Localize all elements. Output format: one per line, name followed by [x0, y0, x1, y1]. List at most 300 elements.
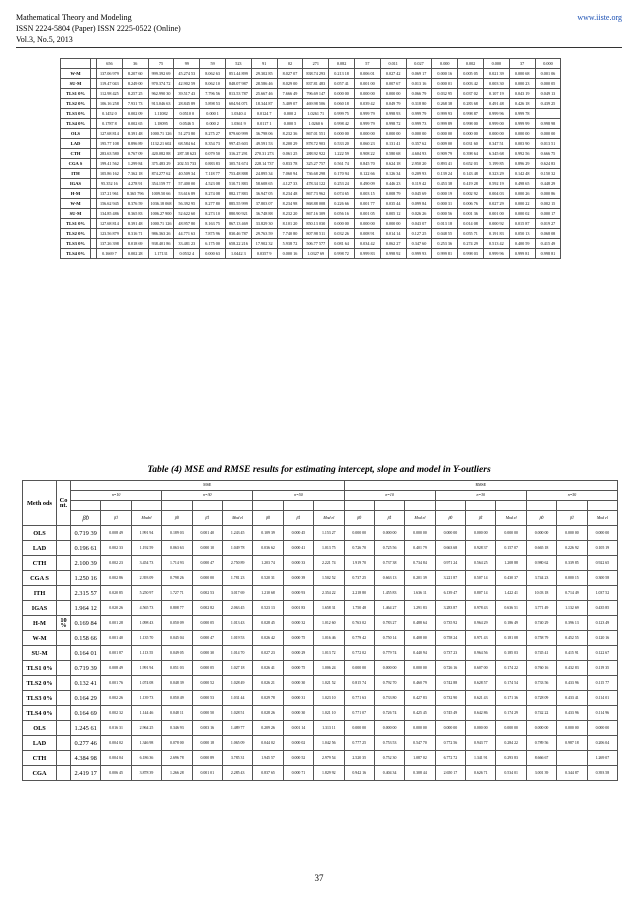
table-cell: 0.000 15: [557, 571, 587, 586]
table-cell: 1.028 51: [222, 706, 252, 721]
table-cell: 0.027 29: [483, 199, 509, 209]
table-cell: 7.060 94: [277, 169, 303, 179]
table-cell: 1.065 09: [222, 736, 252, 751]
table-cell: 837.81 483: [303, 79, 329, 89]
table-cell: 1.266 28: [162, 766, 192, 781]
table-cell: 0.150 32: [535, 169, 561, 179]
table-cell: 0.998 87: [458, 109, 484, 119]
table-row: [23, 541, 618, 556]
table-cell: 0.000 00: [405, 661, 435, 676]
table-cell: 0.000 00: [329, 89, 355, 99]
table-cell: 0.001 83: [283, 601, 313, 616]
table-row: [61, 79, 561, 89]
table-cell: 1.208 88: [496, 556, 526, 571]
table-cell: 1.964 12: [71, 601, 101, 616]
table-cell: 0.728 09: [526, 691, 556, 706]
table-cell: 0.060 18: [329, 99, 355, 109]
table-cell: 0.014 14: [380, 229, 406, 239]
table-cell: 1.17131: [148, 249, 174, 259]
table-cell: [557, 751, 587, 766]
table-cell: 3.221 87: [435, 571, 465, 586]
table-cell: 506.77 577: [303, 239, 329, 249]
table-cell: 8.273 10: [200, 209, 226, 219]
table-cell: 36.947 05: [251, 189, 277, 199]
table-row: [23, 691, 618, 706]
table-cell: 0.011: [380, 59, 406, 69]
table-cell: 0.346 93: [162, 721, 192, 736]
table-cell: n=30: [435, 491, 526, 501]
table-cell: 0.277 46: [71, 736, 101, 751]
table-cell: 0.999 00: [483, 119, 509, 129]
table-cell: 0.733 56: [526, 676, 556, 691]
table-cell: 134.85 486: [97, 209, 123, 219]
table-cell: 5.250 97: [131, 586, 161, 601]
table-cell: 33.829 30: [251, 219, 277, 229]
table-cell: 0.0532 4: [174, 249, 200, 259]
table-cell: MSE: [71, 481, 345, 491]
table-cell: 3.001 39: [526, 766, 556, 781]
table-cell: 0.185 03: [496, 646, 526, 661]
table-cell: 0.624 18: [380, 159, 406, 169]
table-cell: 127.68 814: [97, 129, 123, 139]
table-cell: 0.191 83: [483, 229, 509, 239]
table-cell: 1.0260 6: [303, 119, 329, 129]
table-cell: 0.000 16: [277, 249, 303, 259]
table-cell: ITH: [61, 169, 91, 179]
table-cell: 0.002 92: [458, 189, 484, 199]
table-cell: 0.745 49: [435, 706, 465, 721]
table-cell: 95.352 16: [97, 179, 123, 189]
table-cell: 0.000 00: [192, 571, 222, 586]
table-cell: 0.726 70: [344, 541, 374, 556]
table-cell: 1.019 53: [222, 631, 252, 646]
table-cell: 0.1452 0: [97, 109, 123, 119]
table-cell: 0.000 47: [192, 556, 222, 571]
table-cell: 1.139 73: [131, 691, 161, 706]
journal-title: Mathematical Theory and Modeling: [16, 13, 132, 22]
table-row: [61, 119, 561, 129]
table-cell: 51.273 80: [174, 129, 200, 139]
table-cell: 3.454 73: [131, 556, 161, 571]
table-cell: 0.049 13: [535, 89, 561, 99]
table-cell: n=10: [71, 491, 162, 501]
table-cell: 0.998 98: [535, 119, 561, 129]
table-cell: 880.90 921: [225, 209, 251, 219]
table-cell: 0.002 15: [535, 199, 561, 209]
table-cell: 0.742 22: [526, 706, 556, 721]
table-cell: 0.000 92: [483, 219, 509, 229]
table-cell: 0.001 05: [354, 209, 380, 219]
table-row: [23, 676, 618, 691]
table-row: [61, 169, 561, 179]
table-cell: 4.523 08: [200, 179, 226, 189]
table-cell: 1.222 59: [329, 149, 355, 159]
table-cell: 0.000 00: [354, 129, 380, 139]
table-cell: 0.624 83: [535, 159, 561, 169]
table-cell: 0.158 66: [71, 631, 101, 646]
table-cell: 0.005 12: [380, 209, 406, 219]
table-cell: 0.733 80: [374, 691, 404, 706]
table-cell: 0.000 71: [283, 766, 313, 781]
table-cell: 3.283 87: [435, 601, 465, 616]
table-cell: 0.001 00: [354, 79, 380, 89]
table-cell: 0.415 49: [535, 239, 561, 249]
table-cell: 2.520 35: [344, 751, 374, 766]
table-cell: 156.62 945: [97, 199, 123, 209]
table-cell: 0.0510 0: [174, 109, 200, 119]
table-cell: 8.391 48: [122, 219, 148, 229]
table-cell: 40.509 34: [174, 169, 200, 179]
table-cell: 0.000 00: [526, 526, 556, 541]
table-cell: 1.250 16: [71, 571, 101, 586]
table-cell: 0.060 23: [354, 139, 380, 149]
table-cell: 123.56 879: [97, 229, 123, 239]
table-cell: 0.002 86: [101, 571, 131, 586]
table-cell: 1.037 52: [587, 586, 617, 601]
table-cell: 0.019 27: [535, 219, 561, 229]
table-cell: 7.362 18: [122, 169, 148, 179]
table-cell: 0.815 74: [344, 676, 374, 691]
table-cell: 0.213 18: [329, 69, 355, 79]
table-cell: 0.036 62: [253, 541, 283, 556]
table-cell: 0.001 28: [101, 616, 131, 631]
table-cell: ITH: [23, 586, 57, 601]
table-cell: 0.000 00: [466, 721, 496, 736]
table-cell: 0.115 77: [587, 676, 617, 691]
table-cell: 0.002: [458, 59, 484, 69]
table-cell: LAD: [61, 139, 91, 149]
table-cell: 0.001 00: [483, 209, 509, 219]
table-cell: 0.1669 7: [97, 249, 123, 259]
table-cell: 1.021 52: [314, 676, 344, 691]
table-cell: 0.028 26: [253, 706, 283, 721]
table-cell: SU-M: [61, 209, 91, 219]
mse-rmse-table: [22, 480, 618, 781]
table-cell: 45.274 53: [174, 69, 200, 79]
table-cell: 0.758 24: [435, 631, 465, 646]
table-cell: [405, 501, 435, 511]
table-cell: 1132.21 602: [148, 139, 174, 149]
table-cell: 0.779 74: [374, 646, 404, 661]
table-cell: 0.048 39: [162, 676, 192, 691]
table-header-row: [23, 511, 618, 526]
table-cell: 0.000 26: [509, 189, 535, 199]
table-cell: 0.922 65: [587, 556, 617, 571]
table-cell: 0.164 29: [71, 691, 101, 706]
table-cell: 0.772 56: [435, 736, 465, 751]
table-cell: 0.737 38: [374, 556, 404, 571]
table-cell: 0.427 83: [405, 691, 435, 706]
table-cell: OLS: [61, 129, 91, 139]
table-cell: 0.000 02: [509, 209, 535, 219]
table-cell: 0.520 31: [253, 571, 283, 586]
table-cell: 0.000 10: [192, 541, 222, 556]
table-cell: 57.400 00: [174, 179, 200, 189]
table-cell: n=50: [526, 491, 617, 501]
table-cell: 0.398 64: [458, 149, 484, 159]
table-cell: 0.750 14: [374, 631, 404, 646]
table-cell: 0.000 47: [192, 631, 222, 646]
table-cell: 0.000 01: [432, 79, 458, 89]
table-row: [61, 159, 561, 169]
table-cell: 0.170 94: [329, 169, 355, 179]
table-cell: 997.45 603: [225, 139, 251, 149]
table-cell: 0.999 83: [354, 249, 380, 259]
table-cell: 119.47 043: [97, 79, 123, 89]
table-cell: W-M: [61, 199, 91, 209]
table-cell: 0.114 96: [587, 706, 617, 721]
table-cell: 0.000 45: [283, 526, 313, 541]
table-cell: 0.004 03: [483, 189, 509, 199]
table-cell: 0.026 21: [253, 676, 283, 691]
table-cell: 0.415 91: [557, 646, 587, 661]
table-cell: 1.0261 71: [303, 109, 329, 119]
table-cell: 0.000 00: [344, 661, 374, 676]
table-cell: 0.942 16: [344, 766, 374, 781]
table-cell: [61, 59, 91, 69]
table-cell: 0.308 44: [405, 766, 435, 781]
table-cell: 0.000: [483, 59, 509, 69]
table-cell: 0.171 36: [496, 691, 526, 706]
table-cell: 0.107 19: [483, 89, 509, 99]
table-cell: 0.131 41: [380, 139, 406, 149]
table-cell: 3.878 39: [131, 766, 161, 781]
table-cell: 2.285 43: [222, 766, 252, 781]
table-cell: 0.393 58: [587, 766, 617, 781]
table-cell: 0.044 02: [253, 736, 283, 751]
table-row: [23, 601, 618, 616]
table-cell: 0.999 93: [432, 109, 458, 119]
table-cell: 1.144 46: [131, 706, 161, 721]
table-cell: 0.123 49: [587, 616, 617, 631]
table-cell: β̂0: [253, 511, 283, 526]
table-cell: 7.118 77: [200, 169, 226, 179]
table-cell: 0.621 43: [466, 691, 496, 706]
table-cell: β̂1: [557, 511, 587, 526]
table-cell: 0.293 83: [496, 751, 526, 766]
table-cell: [57, 586, 71, 601]
table-cell: 0.081 64: [329, 239, 355, 249]
table-cell: 0.760 16: [526, 661, 556, 676]
table-cell: CGA S: [61, 159, 91, 169]
table-cell: 1.489 77: [222, 721, 252, 736]
table-cell: 0.079 50: [200, 149, 226, 159]
table-cell: 28.586 46: [251, 79, 277, 89]
table-cell: 0.008 49: [101, 526, 131, 541]
table-cell: 8.163 75: [200, 219, 226, 229]
table-cell: 0.000 30: [192, 646, 222, 661]
table-cell: 1000.71 126: [148, 219, 174, 229]
table-cell: 0.045 04: [162, 631, 192, 646]
table-cell: 736.68 298: [303, 169, 329, 179]
table-cell: 1.153 27: [314, 526, 344, 541]
table-cell: 878.72 903: [303, 139, 329, 149]
table-cell: 0.000 93: [283, 586, 313, 601]
page-number: 37: [314, 873, 324, 883]
table-cell: 6.772 72: [435, 751, 465, 766]
table-cell: 1.210 68: [253, 586, 283, 601]
table-cell: 0.998 03: [458, 249, 484, 259]
table-cell: 4.278 91: [122, 179, 148, 189]
table-cell: 0.580 68: [380, 149, 406, 159]
table-cell: 68.584 64: [174, 139, 200, 149]
table-cell: [587, 501, 617, 511]
table-cell: TLS1 0%: [61, 89, 91, 99]
table-cell: 3.744 23: [526, 571, 556, 586]
table-cell: 867.13 469: [225, 219, 251, 229]
table-cell: 0.971 43: [466, 631, 496, 646]
table-cell: 0.999 89: [432, 119, 458, 129]
table-cell: [222, 501, 252, 511]
table-cell: 0.126 34: [380, 169, 406, 179]
table-cell: 0.001 40: [192, 526, 222, 541]
table-cell: [57, 631, 71, 646]
table-cell: 1.087 02: [405, 751, 435, 766]
table-cell: 0.014 08: [458, 219, 484, 229]
table-cell: [57, 571, 71, 586]
table-cell: 0.737 25: [344, 571, 374, 586]
table-cell: 0.642 86: [466, 706, 496, 721]
table-cell: [57, 541, 71, 556]
table-cell: 195.77 108: [97, 139, 123, 149]
table-cell: 0.027 23: [253, 646, 283, 661]
table-cell: [57, 706, 71, 721]
table-cell: 0.726 74: [374, 706, 404, 721]
table-cell: 0.318 80: [406, 99, 432, 109]
table-cell: n=10: [344, 491, 435, 501]
table-cell: 8.249 00: [122, 79, 148, 89]
table-row: [23, 571, 618, 586]
table-cell: 813.53 787: [225, 89, 251, 99]
table-cell: β̂1: [101, 511, 131, 526]
table-cell: 0.119 35: [587, 661, 617, 676]
table-cell: 0.300 58: [587, 571, 617, 586]
table-cell: 2.419 17: [71, 766, 101, 781]
table-cell: 1.919 70: [344, 556, 374, 571]
table-cell: 0.029 78: [253, 691, 283, 706]
journal-url[interactable]: www.iiste.org: [577, 13, 622, 22]
table-cell: 37: [509, 59, 535, 69]
table-cell: 1.11082: [148, 109, 174, 119]
table-cell: 0.999 73: [406, 119, 432, 129]
table-cell: 0.000 50: [192, 706, 222, 721]
table-cell: 658.22 216: [225, 239, 251, 249]
table-cell: 0.798 26: [162, 571, 192, 586]
table-cell: 0.439 25: [535, 99, 561, 109]
table-cell: 8.101 20: [277, 219, 303, 229]
table-cell: 0.507 14: [466, 571, 496, 586]
table-cell: 0.000: [432, 59, 458, 69]
table-cell: 0.344 87: [557, 766, 587, 781]
table-cell: 48.957 80: [174, 219, 200, 229]
table-cell: 1.027 18: [222, 661, 252, 676]
table-cell: 0.026 26: [406, 209, 432, 219]
table-cell: 0.082: [329, 59, 355, 69]
table-cell: 0.139 24: [432, 169, 458, 179]
table-cell: 36.798 06: [251, 129, 277, 139]
table-cell: [57, 556, 71, 571]
table-cell: 0.999 79: [354, 109, 380, 119]
table-cell: 228.14 737: [251, 159, 277, 169]
table-cell: 0.663 68: [435, 541, 465, 556]
table-cell: 325.27 757: [303, 159, 329, 169]
table-cell: 0.845 70: [354, 159, 380, 169]
table-cell: 0.034 42: [354, 239, 380, 249]
table-cell: 0.000 00: [405, 526, 435, 541]
table-cell: 287.38 623: [174, 149, 200, 159]
table-cell: SU-M: [61, 79, 91, 89]
table-cell: 0.001 87: [101, 646, 131, 661]
table-cell: 8.277 80: [200, 199, 226, 209]
table-cell: 0.164 69: [71, 706, 101, 721]
table-cell: CTH: [23, 751, 57, 766]
table-cell: CGA: [23, 766, 57, 781]
table-cell: 7.740 80: [277, 229, 303, 239]
table-cell: 0.004 04: [101, 751, 131, 766]
table-cell: 0.043 07: [406, 219, 432, 229]
table-cell: 0.607 00: [466, 661, 496, 676]
table-cell: Mod el: [405, 511, 435, 526]
table-cell: 0.000 68: [509, 69, 535, 79]
table-cell: 24.895 34: [251, 169, 277, 179]
table-row: [61, 69, 561, 79]
table-cell: 57: [354, 59, 380, 69]
table-cell: β̂0: [526, 511, 556, 526]
table-row: [23, 751, 618, 766]
table-cell: 0.000 00: [344, 526, 374, 541]
table-cell: CTH: [23, 556, 57, 571]
table-cell: 807.98 511: [303, 229, 329, 239]
table-cell: 0.000 05: [535, 79, 561, 89]
table-cell: 42.902 59: [174, 79, 200, 89]
table-cell: 0.000 39: [283, 571, 313, 586]
table-cell: 0.063 63: [162, 541, 192, 556]
table-cell: 874.277 62: [148, 169, 174, 179]
table-cell: 1.455 83: [374, 586, 404, 601]
table-cell: 0.122 67: [587, 646, 617, 661]
table-cell: Meth ods: [23, 481, 57, 526]
table-cell: 938.401 86: [148, 239, 174, 249]
table-cell: 2.964 25: [131, 721, 161, 736]
table-cell: 7.931 73: [122, 99, 148, 109]
table-cell: 288.92 922: [303, 149, 329, 159]
table-cell: 0.003 42: [458, 79, 484, 89]
table-cell: 0.978 43: [466, 601, 496, 616]
table-cell: 1006.27 900: [148, 209, 174, 219]
table-cell: 0.758 79: [526, 631, 556, 646]
table-cell: 271: [303, 59, 329, 69]
table-cell: 0.174 29: [496, 706, 526, 721]
table-cell: n=30: [162, 491, 253, 501]
table-cell: 8.232 36: [277, 129, 303, 139]
table-cell: 8.666 67: [526, 751, 556, 766]
table-cell: 0.446 23: [380, 179, 406, 189]
table-cell: CGA S: [23, 571, 57, 586]
table-cell: 0.726 16: [435, 661, 465, 676]
table-cell: 868.88 008: [303, 199, 329, 209]
table-cell: 0.779 42: [344, 631, 374, 646]
table-cell: 0.045 69: [406, 189, 432, 199]
table-cell: 6.175 00: [200, 239, 226, 249]
table-cell: 867.01 551: [303, 129, 329, 139]
table-cell: 199.41 562: [97, 159, 123, 169]
table-cell: 37.803 07: [251, 199, 277, 209]
table-cell: [435, 501, 465, 511]
table-row: [23, 616, 618, 631]
table-row: [23, 646, 618, 661]
table-cell: 0.000 00: [374, 721, 404, 736]
table-cell: 0.189 03: [162, 526, 192, 541]
